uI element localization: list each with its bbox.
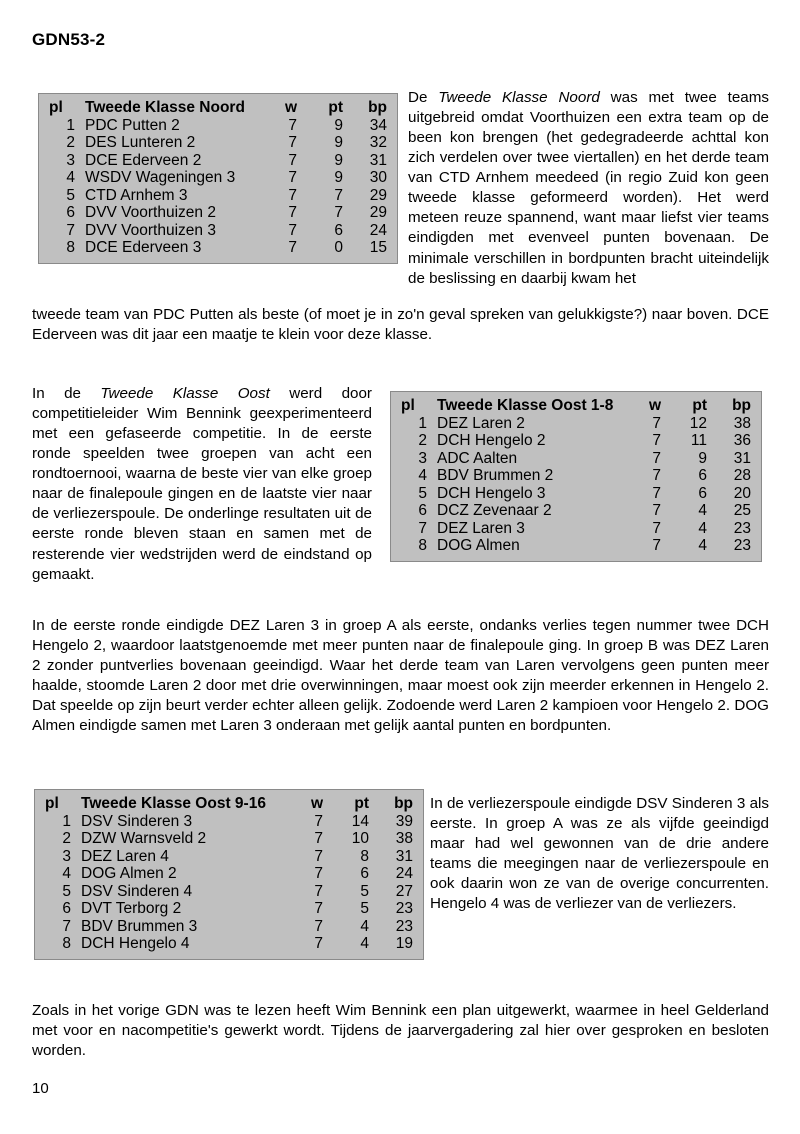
cell-bp: 38: [395, 830, 413, 847]
cell-team: DCE Ederveen 2: [85, 151, 202, 169]
cell-pt: 0: [334, 239, 343, 256]
cell-pt: 7: [334, 186, 343, 204]
column-header-pl: pl: [45, 795, 59, 812]
cell-pl: 4: [418, 467, 427, 484]
cell-bp: 36: [733, 432, 751, 449]
cell-bp: 24: [369, 221, 387, 239]
table: [49, 99, 387, 257]
table-row: [401, 450, 751, 468]
cell-bp: 23: [733, 537, 751, 554]
cell-w: 7: [652, 467, 661, 484]
table-row: [49, 134, 387, 152]
cell-w: 7: [314, 935, 323, 952]
cell-pl: 7: [418, 519, 427, 537]
table-row: [49, 187, 387, 205]
table-head: [401, 397, 751, 415]
table-row: [45, 918, 413, 936]
cell-bp: 32: [369, 134, 387, 151]
cell-bp: 29: [369, 204, 387, 221]
cell-pt: 12: [689, 414, 707, 432]
cell-bp: 23: [733, 519, 751, 537]
table-row: [45, 830, 413, 848]
column-header-w: w: [310, 795, 323, 812]
cell-pt: 10: [351, 830, 369, 847]
table-row: [401, 520, 751, 538]
cell-team: DEZ Laren 2: [437, 414, 525, 432]
column-header-w: w: [648, 397, 661, 414]
column-header-pt: pt: [692, 397, 707, 414]
cell-pl: 5: [62, 882, 71, 900]
cell-pl: 5: [418, 484, 427, 502]
cell-bp: 38: [733, 414, 751, 432]
table-row: [49, 222, 387, 240]
table-row: [49, 204, 387, 222]
table-header-row: [45, 795, 413, 813]
cell-pl: 2: [66, 134, 75, 151]
standings-table-oost-1-8: [390, 391, 762, 562]
cell-team: DCH Hengelo 2: [437, 432, 546, 449]
text-fragment: De: [408, 89, 439, 106]
cell-pt: 8: [360, 847, 369, 865]
column-header-pl: pl: [49, 99, 63, 116]
cell-pt: 4: [698, 537, 707, 554]
cell-bp: 31: [733, 449, 751, 467]
cell-pt: 9: [698, 449, 707, 467]
table-row: [401, 415, 751, 433]
table-body: [401, 415, 751, 555]
cell-team: DCZ Zevenaar 2: [437, 502, 552, 519]
cell-pt: 9: [334, 169, 343, 186]
table-body: [49, 117, 387, 257]
cell-w: 7: [314, 847, 323, 865]
table-head: [45, 795, 413, 813]
cell-pl: 2: [418, 432, 427, 449]
cell-pt: 11: [690, 432, 707, 449]
cell-w: 7: [288, 239, 297, 256]
cell-bp: 29: [369, 186, 387, 204]
cell-w: 7: [288, 116, 297, 134]
cell-team: BDV Brummen 3: [81, 917, 198, 935]
cell-pt: 7: [334, 204, 343, 221]
cell-w: 7: [288, 221, 297, 239]
cell-pt: 5: [360, 882, 369, 900]
column-header-pt: pt: [328, 99, 343, 116]
table-row: [49, 169, 387, 187]
cell-bp: 28: [733, 467, 751, 484]
cell-pt: 4: [698, 519, 707, 537]
table-head: [49, 99, 387, 117]
paragraph-closing: Zoals in het vorige GDN was te lezen heeft Wim Bennink een plan uitgewerkt, waarmee in heel Gelderland met voor en nacompetitie's gewerkt wordt. Tijdens de jaarvergadering zal hier over gesproken en besloten worden.: [32, 1002, 769, 1060]
cell-pl: 3: [62, 847, 71, 865]
page-number: 10: [32, 1080, 49, 1097]
cell-pt: 9: [334, 116, 343, 134]
table: [45, 795, 413, 953]
cell-team: PDC Putten 2: [85, 116, 180, 134]
cell-team: DES Lunteren 2: [85, 134, 196, 151]
cell-pl: 8: [66, 239, 75, 256]
paragraph-oost-intro: [32, 384, 372, 585]
table-header-row: [401, 397, 751, 415]
cell-bp: 30: [369, 169, 387, 186]
cell-bp: 31: [395, 847, 413, 865]
column-header-pl: pl: [401, 397, 415, 414]
cell-bp: 23: [395, 900, 413, 917]
cell-team: DSV Sinderen 3: [81, 812, 193, 830]
cell-pl: 1: [418, 414, 427, 432]
cell-team: BDV Brummen 2: [437, 467, 554, 484]
table: [401, 397, 751, 555]
column-header-w: w: [284, 99, 297, 116]
cell-pl: 1: [62, 812, 71, 830]
table-row: [45, 900, 413, 918]
cell-bp: 25: [733, 502, 751, 519]
cell-w: 7: [288, 204, 297, 221]
column-header-bp: bp: [368, 99, 387, 116]
table-row: [49, 152, 387, 170]
cell-team: DVT Terborg 2: [81, 900, 182, 917]
cell-pt: 6: [698, 467, 707, 484]
cell-w: 7: [314, 865, 323, 882]
cell-pl: 5: [66, 186, 75, 204]
cell-w: 7: [652, 519, 661, 537]
cell-w: 7: [652, 432, 661, 449]
cell-w: 7: [314, 812, 323, 830]
text-fragment: In de: [32, 385, 101, 402]
document-header: GDN53-2: [32, 30, 106, 49]
cell-pt: 4: [360, 935, 369, 952]
cell-pl: 4: [62, 865, 71, 882]
cell-w: 7: [652, 502, 661, 519]
cell-bp: 15: [369, 239, 387, 256]
cell-pl: 7: [66, 221, 75, 239]
cell-pt: 14: [351, 812, 369, 830]
column-header-team: Tweede Klasse Oost 1-8: [437, 397, 614, 414]
cell-team: DEZ Laren 3: [437, 519, 525, 537]
table-row: [45, 848, 413, 866]
text-fragment: was met twee teams uitgebreid omdat Voorthuizen een extra team op de been kon brengen (het gedegradeerde achttal kon zich verdelen over twee viertallen) en het derde team van CTD Arnhem meedeed (in regio Zuid kon geen tweede klasse geformeerd worden). Het werd meteen reuze spannend, want maar liefst vier teams eindigden met evenveel punten bovenaan. De minimale verschillen in bordpunten bracht uiteindelijk de beslissing en daarbij kwam het: [408, 89, 769, 287]
cell-pt: 6: [334, 221, 343, 239]
cell-w: 7: [288, 169, 297, 186]
cell-w: 7: [288, 134, 297, 151]
cell-bp: 31: [369, 151, 387, 169]
cell-team: DCH Hengelo 4: [81, 935, 190, 952]
table-row: [45, 813, 413, 831]
cell-pl: 2: [62, 830, 71, 847]
cell-pt: 4: [698, 502, 707, 519]
cell-pl: 3: [418, 449, 427, 467]
column-header-team: Tweede Klasse Oost 9-16: [81, 795, 266, 812]
table-row: [401, 537, 751, 555]
cell-w: 7: [288, 151, 297, 169]
cell-pl: 8: [62, 935, 71, 952]
cell-pl: 3: [66, 151, 75, 169]
cell-pl: 7: [62, 917, 71, 935]
table-row: [401, 467, 751, 485]
cell-pt: 9: [334, 151, 343, 169]
cell-pl: 6: [418, 502, 427, 519]
cell-w: 7: [288, 186, 297, 204]
table-body: [45, 813, 413, 953]
table-row: [45, 935, 413, 953]
cell-team: DOG Almen: [437, 537, 520, 554]
table-row: [401, 485, 751, 503]
cell-bp: 20: [733, 484, 751, 502]
standings-table-oost-9-16: [34, 789, 424, 960]
column-header-pt: pt: [354, 795, 369, 812]
table-row: [49, 117, 387, 135]
cell-bp: 19: [395, 935, 413, 952]
table-row: [45, 865, 413, 883]
cell-w: 7: [652, 414, 661, 432]
cell-team: ADC Aalten: [437, 449, 518, 467]
cell-team: DOG Almen 2: [81, 865, 177, 882]
cell-w: 7: [652, 537, 661, 554]
paragraph-verliezerspoule: In de verliezerspoule eindigde DSV Sinderen 3 als eerste. In groep A was ze als vijfde geeindigd maar had wel gewonnen van de drie andere teams die meegingen naar de verliezerspoule en ook daarin won ze van de overige concurrenten. Hengelo 4 was de verliezer van de verliezers.: [430, 795, 769, 913]
cell-w: 7: [314, 917, 323, 935]
cell-w: 7: [314, 830, 323, 847]
emphasis-tweede-klasse-oost: Tweede Klasse Oost: [100, 385, 270, 402]
text-fragment: werd door competitieleider Wim Bennink geexperimenteerd met een gefaseerde competitie. In de eerste ronde speelden twee groepen van acht een rondtoernooi, waarna de beste vier van elke groep naar de finalepoule gingen en de laatste vier naar de verliezerspoule. De onderlinge resultaten uit de eerste ronde bleven staan en samen met de resterende vier wedstrijden werd de eindstand op gemaakt.: [32, 385, 372, 583]
cell-pt: 6: [698, 484, 707, 502]
cell-bp: 24: [395, 865, 413, 882]
cell-pl: 6: [66, 204, 75, 221]
column-header-team: Tweede Klasse Noord: [85, 99, 245, 116]
cell-pt: 4: [360, 917, 369, 935]
paragraph-oost-results: In de eerste ronde eindigde DEZ Laren 3 in groep A als eerste, ondanks verlies tegen nummer twee DCH Hengelo 2, waardoor laatstgenoemde met meer punten naar de finalepoule ging. In groep B was DEZ Laren 2 zonder puntverlies bovenaan geeindigd. Waar het derde team van Laren vervolgens geen punten meer haalde, stoomde Laren 2 door met drie overwinningen, maar moest ook zijn meerder erkennen in Hengelo 2. Dat speelde op zijn beurt verder echter alleen gelijk. Zodoende werd Laren 2 kampioen voor Hengelo 2. DOG Almen eindigde samen met Laren 3 onderaan met gelijk aantal punten en bordpunten.: [32, 617, 769, 735]
cell-w: 7: [314, 882, 323, 900]
cell-bp: 34: [369, 116, 387, 134]
cell-team: DSV Sinderen 4: [81, 882, 193, 900]
cell-bp: 27: [395, 882, 413, 900]
paragraph-noord-continued: tweede team van PDC Putten als beste (of moet je in zo'n geval spreken van gelukkigste?) naar boven. DCE Ederveen was dit jaar een maatje te klein voor deze klasse.: [32, 306, 769, 344]
cell-pl: 6: [62, 900, 71, 917]
cell-team: WSDV Wageningen 3: [85, 169, 236, 186]
cell-team: DCE Ederveen 3: [85, 239, 202, 256]
cell-w: 7: [652, 449, 661, 467]
cell-pl: 1: [66, 116, 75, 134]
cell-team: DVV Voorthuizen 2: [85, 204, 216, 221]
column-header-bp: bp: [394, 795, 413, 812]
table-header-row: [49, 99, 387, 117]
cell-bp: 39: [395, 812, 413, 830]
cell-w: 7: [314, 900, 323, 917]
cell-pt: 5: [360, 900, 369, 917]
paragraph-noord-intro: [408, 88, 769, 289]
column-header-bp: bp: [732, 397, 751, 414]
cell-team: DZW Warnsveld 2: [81, 830, 207, 847]
table-row: [45, 883, 413, 901]
cell-team: DEZ Laren 4: [81, 847, 169, 865]
cell-team: CTD Arnhem 3: [85, 186, 188, 204]
table-row: [401, 432, 751, 450]
cell-team: DCH Hengelo 3: [437, 484, 546, 502]
table-row: [49, 239, 387, 257]
table-row: [401, 502, 751, 520]
cell-pt: 9: [334, 134, 343, 151]
emphasis-tweede-klasse-noord: Tweede Klasse Noord: [438, 89, 600, 106]
cell-pt: 6: [360, 865, 369, 882]
cell-w: 7: [652, 484, 661, 502]
cell-bp: 23: [395, 917, 413, 935]
standings-table-noord: [38, 93, 398, 264]
cell-pl: 4: [66, 169, 75, 186]
cell-pl: 8: [418, 537, 427, 554]
cell-team: DVV Voorthuizen 3: [85, 221, 216, 239]
